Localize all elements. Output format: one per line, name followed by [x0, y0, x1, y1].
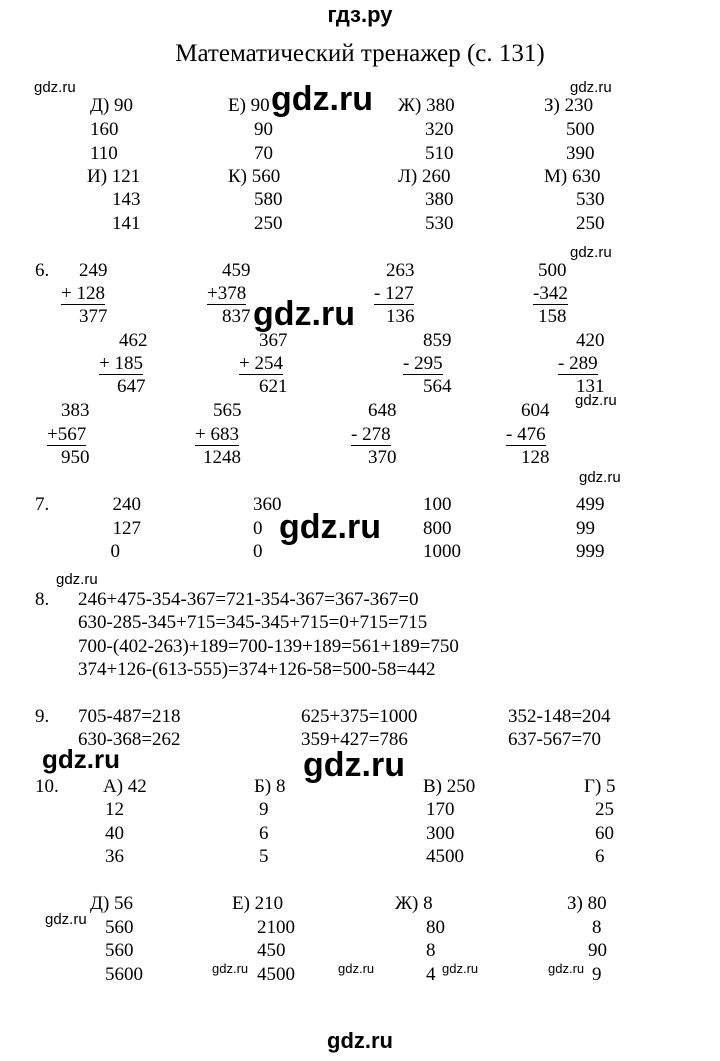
answer-value: 90: [588, 940, 607, 961]
answer-value: 70: [254, 143, 273, 164]
result: 950: [61, 447, 90, 468]
watermark: gdz.ru: [548, 961, 585, 976]
result: 131: [576, 376, 605, 397]
answer-value: 4: [426, 964, 436, 985]
result: 377: [79, 306, 108, 327]
answer-value: 8: [592, 917, 602, 938]
operand: -342: [533, 283, 568, 304]
answer-value: 380: [425, 189, 454, 210]
operand: 459: [222, 260, 251, 281]
result: 136: [386, 306, 415, 327]
answer-label: Д) 90: [90, 95, 134, 116]
answer-value: 360: [253, 494, 282, 515]
answer-value: 250: [576, 213, 605, 234]
operand: + 185: [99, 353, 143, 374]
page-title: Математический тренажер (с. 131): [175, 40, 545, 67]
answer-label: К) 560: [228, 166, 281, 187]
operand: - 476: [506, 424, 546, 445]
operand: 565: [213, 400, 242, 421]
answer-value: 500: [566, 119, 595, 140]
answer-value: 127: [112, 518, 141, 539]
answer-value: 60: [595, 823, 614, 844]
answer-value: 320: [425, 119, 454, 140]
operand: - 295: [403, 353, 443, 374]
answer-label: Б) 8: [254, 776, 286, 797]
answer-label: В) 250: [423, 776, 476, 797]
answer-value: 110: [90, 143, 118, 164]
answer-label: Г) 5: [584, 776, 616, 797]
answer-value: 0: [253, 518, 263, 539]
watermark: gdz.ru: [575, 392, 617, 409]
answer-label: Л) 260: [398, 166, 451, 187]
operand: 859: [423, 330, 452, 351]
answer-value: 100: [423, 494, 452, 515]
watermark: gdz.ru: [570, 244, 612, 261]
expression: 352-148=204: [508, 706, 611, 727]
answer-value: 999: [576, 541, 605, 562]
result: 370: [368, 447, 397, 468]
exercise-number: 7.: [35, 494, 50, 515]
operand: + 683: [195, 424, 239, 445]
operand: 367: [259, 330, 288, 351]
watermark: gdz.ru: [34, 79, 76, 96]
result: 564: [423, 376, 452, 397]
watermark: gdz.ru: [253, 295, 355, 333]
expression: 637-567=70: [508, 729, 602, 750]
watermark: gdz.ru: [42, 744, 120, 774]
answer-value: 499: [576, 494, 605, 515]
answer-label: З) 80: [567, 893, 607, 914]
answer-value: 560: [105, 917, 134, 938]
exercise-number: 8.: [35, 589, 50, 610]
answer-value: 143: [112, 189, 141, 210]
result: 1248: [203, 447, 241, 468]
watermark: gdz.ru: [338, 961, 375, 976]
exercise-number: 9.: [35, 706, 50, 727]
answer-value: 4500: [426, 846, 464, 867]
answer-label: Е) 90: [228, 95, 270, 116]
answer-value: 2100: [257, 917, 295, 938]
result: 128: [521, 447, 550, 468]
answer-value: 560: [105, 940, 134, 961]
answer-value: 36: [105, 846, 124, 867]
watermark: gdz.ru: [45, 911, 87, 928]
exercise-number: 10.: [35, 776, 59, 797]
operand: 383: [61, 400, 90, 421]
answer-value: 390: [566, 143, 595, 164]
answer-value: 580: [254, 189, 283, 210]
watermark: gdz.ru: [56, 571, 98, 588]
watermark: gdz.ru: [570, 79, 612, 96]
answer-value: 25: [595, 799, 614, 820]
expression: 359+427=786: [301, 729, 408, 750]
answer-value: 300: [426, 823, 455, 844]
answer-value: 1000: [423, 541, 461, 562]
answer-value: 6: [595, 846, 605, 867]
answer-label: З) 230: [544, 95, 594, 116]
answer-value: 6: [259, 823, 269, 844]
operand: 604: [521, 400, 550, 421]
site-header: гдз.ру: [327, 2, 393, 27]
answer-label: Ж) 8: [395, 893, 433, 914]
exercise-number: 6.: [35, 260, 50, 281]
answer-value: 530: [425, 213, 454, 234]
answer-value: 80: [426, 917, 445, 938]
answer-value: 40: [105, 823, 124, 844]
answer-value: 0: [110, 541, 120, 562]
expression: 625+375=1000: [301, 706, 418, 727]
answer-value: 510: [425, 143, 454, 164]
answer-value: 4500: [257, 964, 295, 985]
expression-line: 246+475-354-367=721-354-367=367-367=0: [78, 589, 419, 610]
operand: + 128: [61, 283, 105, 304]
operand: 500: [538, 260, 567, 281]
result: 837: [222, 306, 251, 327]
operand: 249: [79, 260, 108, 281]
operand: 263: [386, 260, 415, 281]
watermark: gdz.ru: [212, 961, 249, 976]
answer-label: Е) 210: [232, 893, 284, 914]
expression: 705-487=218: [78, 706, 181, 727]
answer-label: Д) 56: [90, 893, 134, 914]
operand: - 278: [351, 424, 391, 445]
footer-watermark: gdz.ru: [327, 1028, 393, 1053]
result: 647: [117, 376, 146, 397]
result: 621: [259, 376, 288, 397]
answer-value: 141: [112, 213, 141, 234]
watermark: gdz.ru: [442, 961, 479, 976]
operand: - 289: [558, 353, 598, 374]
watermark: gdz.ru: [279, 508, 381, 546]
answer-label: Ж) 380: [398, 95, 455, 116]
answer-value: 12: [105, 799, 124, 820]
watermark: gdz.ru: [579, 469, 621, 486]
operand: +567: [47, 424, 87, 445]
answer-value: 800: [423, 518, 452, 539]
operand: 648: [368, 400, 397, 421]
answer-value: 99: [576, 518, 595, 539]
answer-label: А) 42: [103, 776, 147, 797]
operand: 462: [119, 330, 148, 351]
answer-value: 240: [112, 494, 141, 515]
watermark: gdz.ru: [303, 746, 405, 784]
answer-label: И) 121: [87, 166, 141, 187]
answer-value: 160: [90, 119, 119, 140]
answer-value: 530: [576, 189, 605, 210]
answer-value: 90: [254, 119, 273, 140]
answer-value: 9: [259, 799, 269, 820]
answer-value: 5600: [105, 964, 143, 985]
answer-label: М) 630: [544, 166, 601, 187]
answer-value: 5: [259, 846, 269, 867]
answer-value: 8: [426, 940, 436, 961]
expression-line: 630-285-345+715=345-345+715=0+715=715: [78, 612, 428, 633]
answer-value: 9: [592, 964, 602, 985]
expression-line: 374+126-(613-555)=374+126-58=500-58=442: [78, 659, 436, 680]
answer-value: 170: [426, 799, 455, 820]
operand: 420: [576, 330, 605, 351]
operand: + 254: [239, 353, 283, 374]
answer-value: 450: [257, 940, 286, 961]
answer-value: 250: [254, 213, 283, 234]
operand: - 127: [374, 283, 414, 304]
result: 158: [538, 306, 567, 327]
operand: +378: [207, 283, 247, 304]
watermark: gdz.ru: [271, 80, 373, 118]
answer-value: 0: [253, 541, 263, 562]
expression-line: 700-(402-263)+189=700-139+189=561+189=750: [78, 636, 459, 657]
expression: 630-368=262: [78, 729, 181, 750]
